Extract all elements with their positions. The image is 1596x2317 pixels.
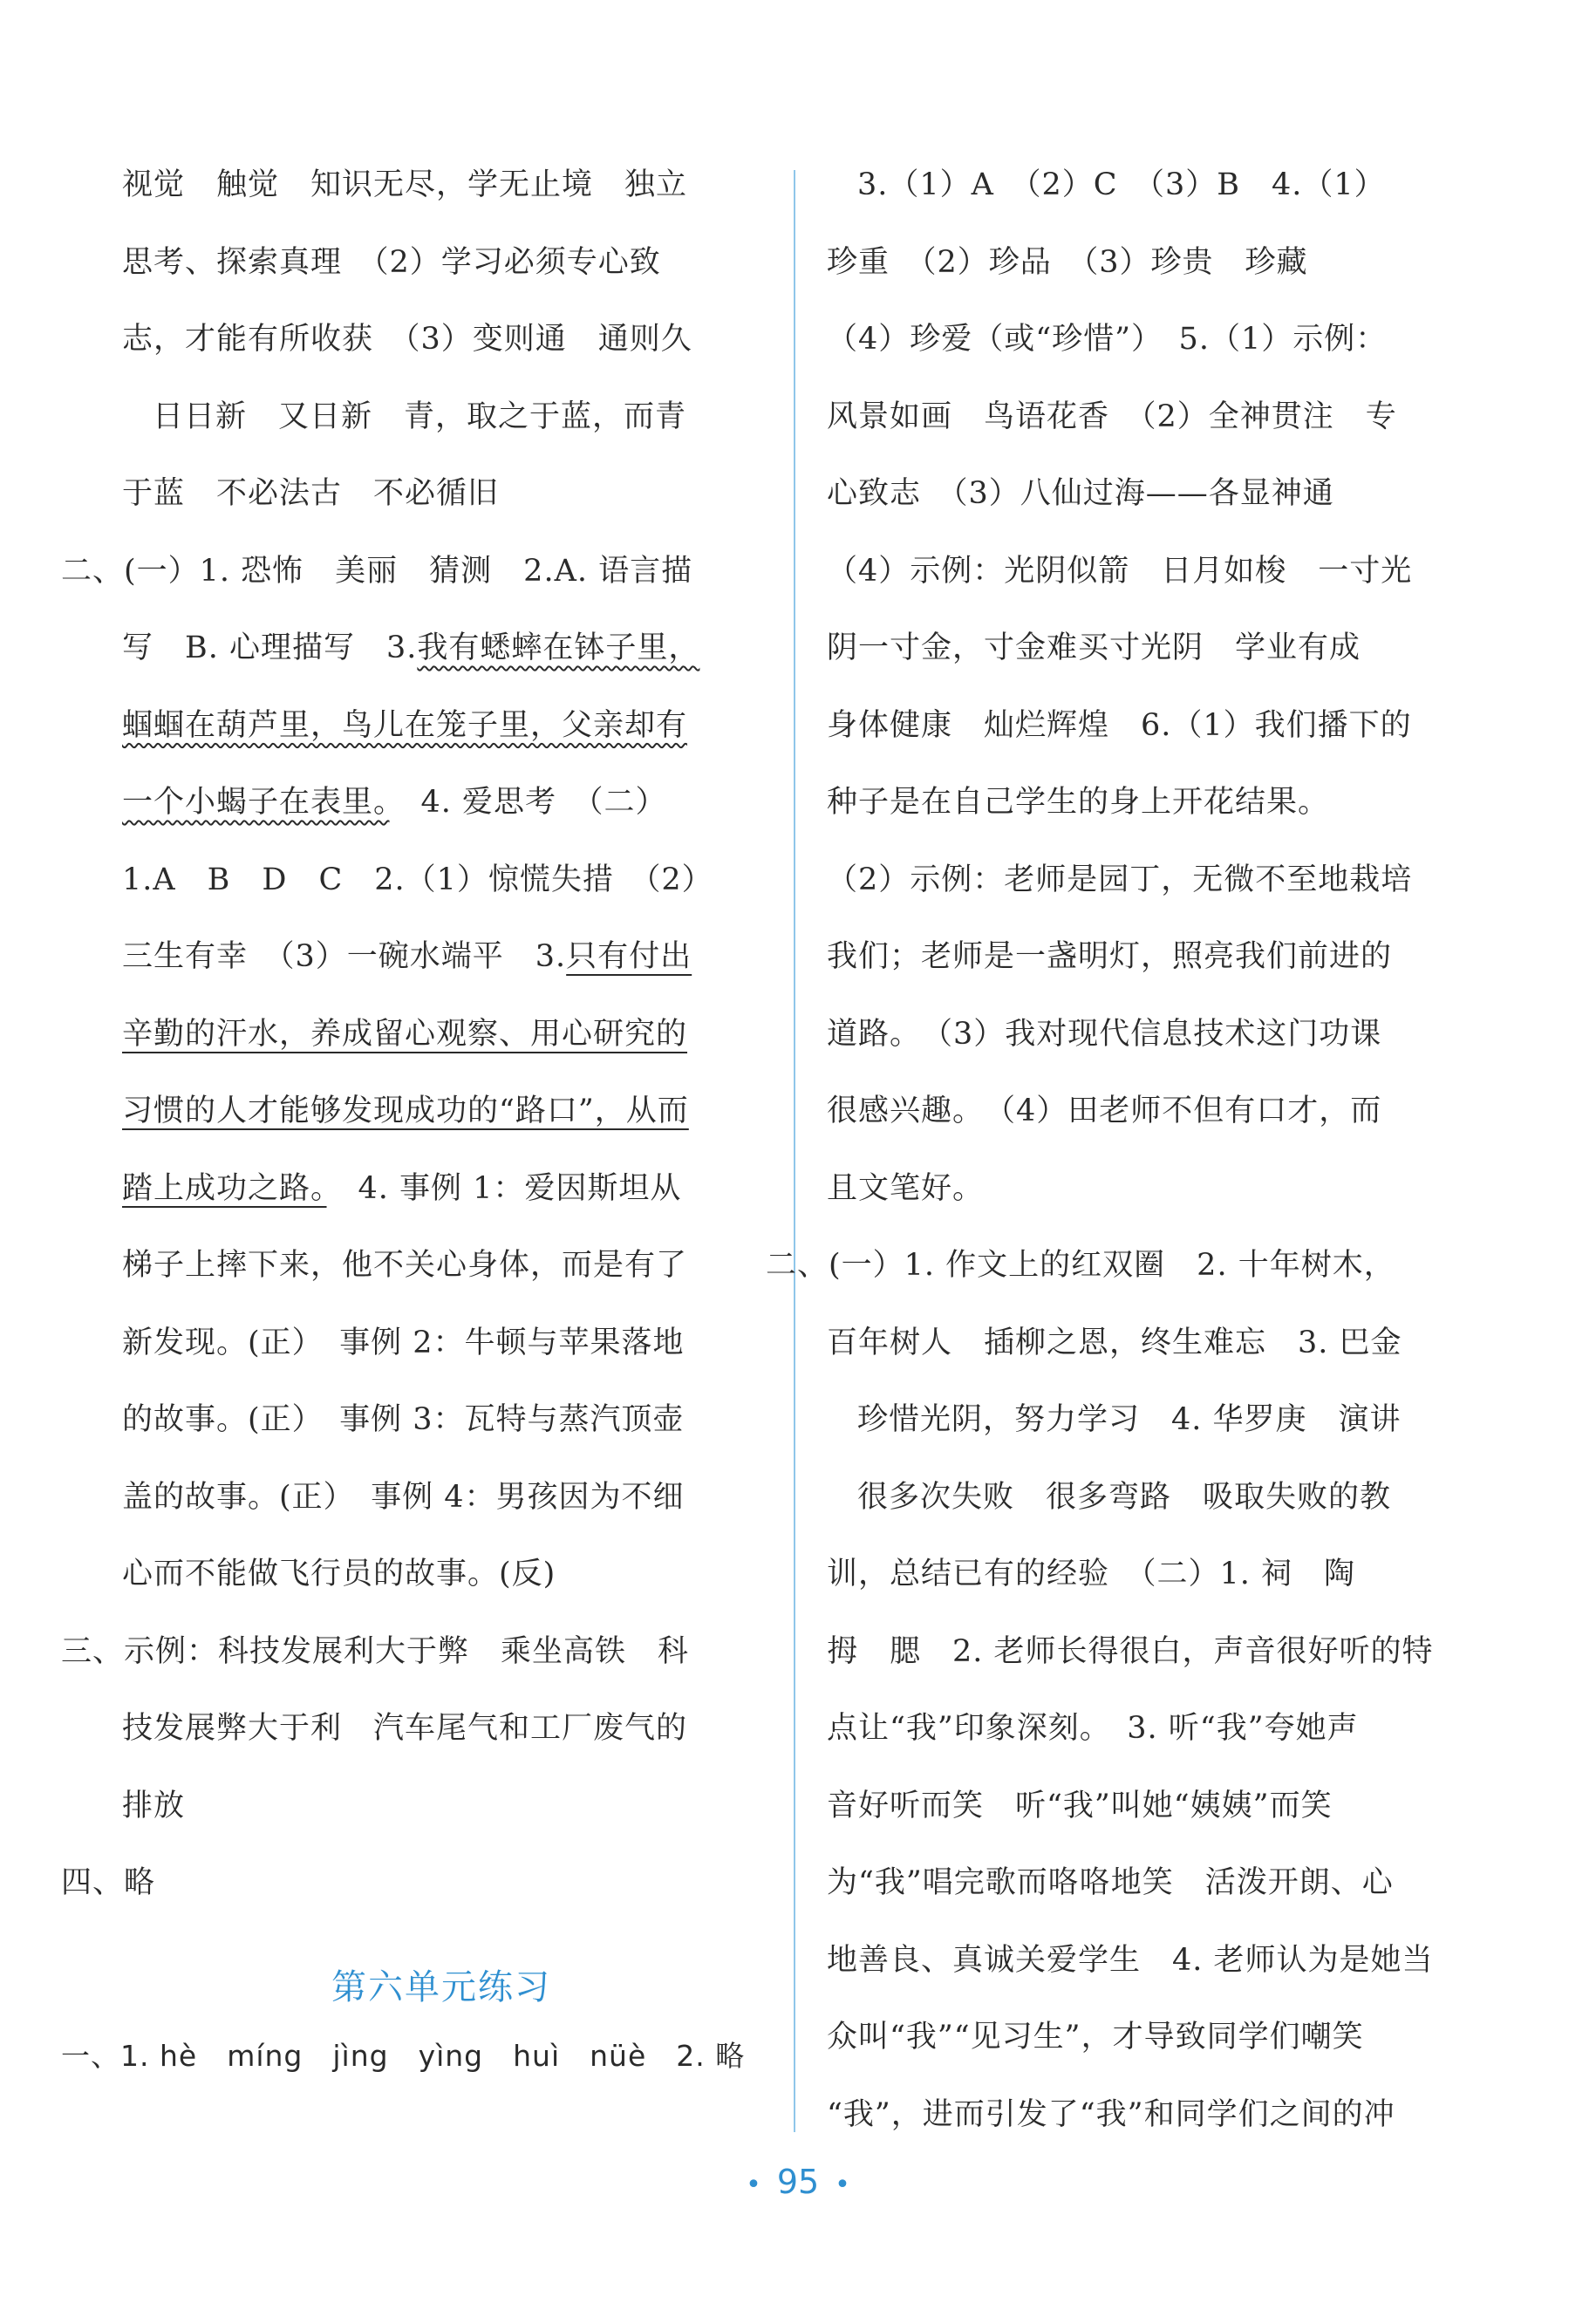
text-line: 训，总结已有的经验 （二）1. 祠 陶 [827,1557,1356,1591]
text-line: 拇 腮 2. 老师长得很白，声音很好听的特 [827,1633,1434,1669]
text-line: 百年树人 插柳之恩，终生难忘 3. 巴金 [827,1325,1402,1360]
text-line: 技发展弊大于利 汽车尾气和工厂废气的 [122,1711,688,1746]
text-line: 身体健康 灿烂辉煌 6.（1）我们播下的 [827,707,1412,743]
section-three-line: 三、示例：科技发展利大于弊 乘坐高铁 科 [61,1633,690,1669]
text-line: 的故事。(正） 事例 3：瓦特与蒸汽顶壶 [122,1402,685,1437]
text-span: 三生有幸 （3）一碗水端平 3. [122,939,567,974]
text-line: 心而不能做飞行员的故事。(反) [122,1557,556,1591]
page-dot-left: • [746,2170,761,2200]
text-span: 4. 事例 1：爱因斯坦从 [326,1170,682,1206]
text-line: 新发现。(正） 事例 2：牛顿与苹果落地 [122,1325,685,1360]
page-dot-right: • [835,2170,850,2200]
text-line: 心致志 （3）八仙过海——各显神通 [827,476,1334,511]
text-line [122,918,760,996]
text-line: 志，才能有所收获 （3）变则通 通则久 [122,322,692,357]
text-line: 盖的故事。(正） 事例 4：男孩因为不细 [122,1479,685,1515]
text-line: 珍重 （2）珍品 （3）珍贵 珍藏 [827,244,1308,280]
text-line [122,996,760,1073]
text-line: 众叫“我”“见习生”，才导致同学们嘲笑 [827,2020,1364,2055]
text-line: 思考、探索真理 （2）学习必须专心致 [122,244,661,280]
right-column [766,147,1465,2153]
underlined-text: 只有付出 [566,939,692,974]
text-line: 地善良、真诚关爱学生 4. 老师认为是她当 [827,1942,1434,1978]
text-line: （4）示例：光阴似箭 日月如梭 一寸光 [827,553,1413,589]
text-line: 排放 [122,1788,186,1823]
text-line [122,687,760,765]
wavy-underlined-text: 我有蟋蟀在钵子里， [417,630,700,665]
unit-heading: 第六单元练习 [331,1966,551,2007]
underlined-text: 踏上成功之路。 [122,1170,327,1206]
text-line: 3.（1）A （2）C （3）B 4.（1） [857,167,1386,202]
text-line: 道路。 （3）我对现代信息技术这门功课 [827,1016,1382,1052]
text-line: 1.A B D C 2.（1）惊慌失措 （2） [122,862,713,897]
text-line [122,764,760,842]
text-line: 梯子上摔下来，他不关心身体，而是有了 [122,1248,688,1283]
page-number-value: 95 [776,2163,820,2201]
wavy-underlined-text: 蝈蝈在葫芦里，鸟儿在笼子里，父亲却有 [122,707,688,743]
underlined-text: 辛勤的汗水，养成留心观察、用心研究的 [122,1016,688,1052]
text-line: 很多次失败 很多弯路 吸取失败的教 [857,1479,1392,1515]
text-line: 为“我”唱完歌而咯咯地笑 活泼开朗、心 [827,1865,1394,1900]
text-line: 音好听而笑 听“我”叫她“姨姨”而笑 [827,1788,1333,1823]
left-column [61,147,760,2095]
text-line: 我们；老师是一盏明灯，照亮我们前进的 [827,939,1393,974]
text-line: 风景如画 鸟语花香 （2）全神贯注 专 [827,399,1397,434]
column-divider [794,170,795,2132]
text-line: 种子是在自己学生的身上开花结果。 [827,785,1330,820]
wavy-underlined-text: 一个小蝎子在表里。 [122,785,390,820]
text-line: 且文笔好。 [827,1170,985,1206]
text-line: “我”，进而引发了“我”和同学们之间的冲 [827,2096,1395,2132]
text-line: （4）珍爱（或“珍惜”） 5.（1）示例： [827,322,1388,357]
section-two-line: 二、(一）1. 恐怖 美丽 猜测 2.A. 语言描 [61,553,693,589]
text-line: 阴一寸金，寸金难买寸光阴 学业有成 [827,630,1361,665]
text-line [122,1150,760,1228]
text-span: 4. 爱思考 （二） [389,785,667,820]
section-four-line: 四、略 [61,1865,156,1900]
text-line: 点让“我”印象深刻。 3. 听“我”夸她声 [827,1711,1359,1746]
section-two-line: 二、(一）1. 作文上的红双圈 2. 十年树木， [766,1248,1395,1283]
text-span: 写 B. 心理描写 3. [122,630,418,665]
page-number [0,2163,1596,2201]
text-line: 很感兴趣。 （4）田老师不但有口才，而 [827,1094,1382,1128]
text-line [122,1073,760,1150]
text-line: （2）示例：老师是园丁，无微不至地栽培 [827,862,1413,897]
text-line: 于蓝 不必法古 不必循旧 [122,476,500,511]
underlined-text: 习惯的人才能够发现成功的“路口”，从而 [122,1094,689,1128]
text-line: 视觉 触觉 知识无尽，学无止境 独立 [122,167,688,202]
text-line: 珍惜光阴，努力学习 4. 华罗庚 演讲 [857,1402,1402,1437]
section-one-line: 一、1. hè míng jìng yìng huì nüè 2. 略 [61,2038,746,2073]
text-line [122,610,760,687]
text-line: 日日新 又日新 青，取之于蓝，而青 [153,399,687,434]
